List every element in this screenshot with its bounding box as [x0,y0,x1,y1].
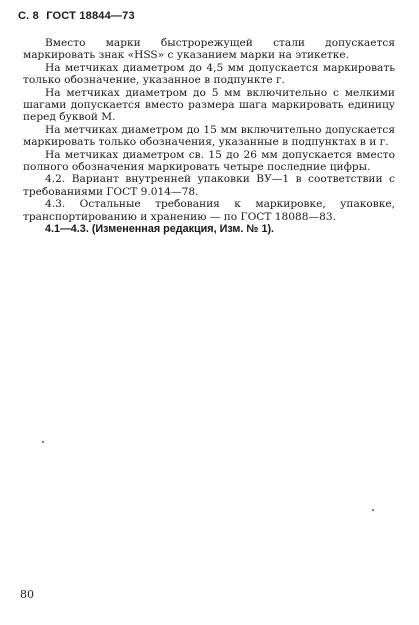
page-header [18,10,139,22]
paragraph: На метчиках диаметром до 4,5 мм допускается маркировать только обозначение, указанное в подпункте г. [23,61,395,87]
page-prefix: С. 8 [18,10,39,22]
paragraph: Вместо марки быстрорежущей стали допускается маркировать знак «HSS» с указанием марки на этикетке. [23,37,395,62]
page-number: 80 [20,588,34,601]
scan-speck [42,441,44,443]
paragraph: На метчиках диаметром до 5 мм включительно с мелкими шагами допускается вместо размера шага маркировать единицу перед буквой М. [23,86,395,124]
amendment-note: 4.1—4.3. (Измененная редакция, Изм. № 1). [45,223,275,236]
scan-speck [372,509,374,511]
paragraph: 4.3. Остальные требования к маркировке, упаковке, транспортированию и хранению — по ГОСТ 18088—83. [23,198,395,223]
paragraph: 4.2. Вариант внутренней упаковки ВУ—1 в соответствии с требованиями ГОСТ 9.014—78. [23,173,395,198]
body-text [23,37,395,236]
standard-number: ГОСТ 18844—73 [46,10,135,22]
paragraph: На метчиках диаметром до 15 мм включительно допускается маркировать только обозначения, указанные в подпунктах в и г. [23,123,395,149]
paragraph: На метчиках диаметром св. 15 до 26 мм допускается вместо полного обозначения маркировать четыре последние цифры. [23,148,395,174]
